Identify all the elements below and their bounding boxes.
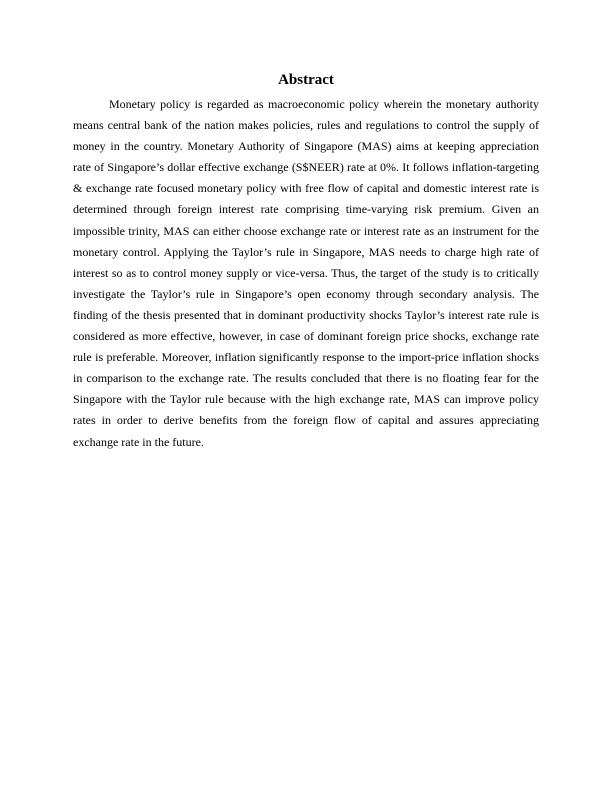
abstract-heading: Abstract <box>278 72 334 88</box>
abstract-paragraph: Monetary policy is regarded as macroeconomic policy wherein the monetary authority means central bank of the nation makes policies, rules and regulations to control the supply of money in the country. Monetary Authority of Singapore (MAS) aims at keeping appreciation rate of Singapore’s dollar effective exchange (S$NEER) rate at 0%. It follows inflation-targeting & exchange rate focused monetary policy with free flow of capital and domestic interest rate is determined through foreign interest rate comprising time-varying risk premium. Given an impossible trinity, MAS can either choose exchange rate or interest rate as an instrument for the monetary control. Applying the Taylor’s rule in Singapore, MAS needs to charge high rate of interest so as to control money supply or vice-versa. Thus, the target of the study is to critically investigate the Taylor’s rule in Singapore’s open economy through secondary analysis. The finding of the thesis presented that in dominant productivity shocks Taylor’s interest rate rule is considered as more effective, however, in case of dominant foreign price shocks, exchange rate rule is preferable. Moreover, inflation significantly response to the import-price inflation shocks in comparison to the exchange rate. The results concluded that there is no floating fear for the Singapore with the Taylor rule because with the high exchange rate, MAS can improve policy rates in order to derive benefits from the foreign flow of capital and assures appreciating exchange rate in the future. <box>73 97 539 449</box>
